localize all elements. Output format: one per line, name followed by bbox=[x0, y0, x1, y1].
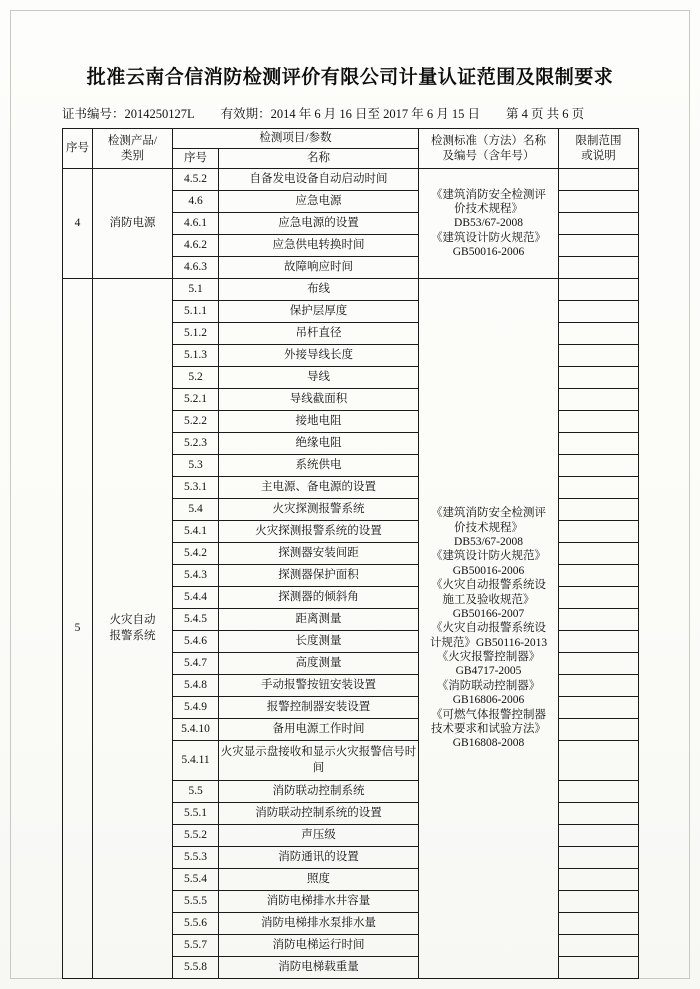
limit-cell bbox=[559, 609, 639, 631]
item-name: 距离测量 bbox=[219, 609, 419, 631]
header-limit-line2: 或说明 bbox=[581, 149, 616, 162]
item-name: 火灾探测报警系统的设置 bbox=[219, 521, 419, 543]
header-category bbox=[93, 129, 173, 169]
item-name: 消防联动控制系统 bbox=[219, 781, 419, 803]
standard-line: DB53/67-2008 bbox=[454, 536, 524, 549]
limit-cell bbox=[559, 521, 639, 543]
limit-cell bbox=[559, 257, 639, 279]
limit-cell bbox=[559, 499, 639, 521]
item-name: 火灾显示盘接收和显示火灾报警信号时间 bbox=[219, 741, 419, 781]
item-number: 5.4.11 bbox=[173, 741, 219, 781]
item-name: 备用电源工作时间 bbox=[219, 719, 419, 741]
limit-cell bbox=[559, 913, 639, 935]
item-number: 5.4.1 bbox=[173, 521, 219, 543]
item-number: 5.5.3 bbox=[173, 847, 219, 869]
item-name: 绝缘电阻 bbox=[219, 433, 419, 455]
limit-cell bbox=[559, 367, 639, 389]
standard-line: 施工及验收规范》 bbox=[442, 593, 535, 606]
item-number: 5.2.3 bbox=[173, 433, 219, 455]
header-standard-line1: 检测标准（方法）名称 bbox=[431, 135, 547, 148]
limit-cell bbox=[559, 543, 639, 565]
item-number: 5.5.4 bbox=[173, 869, 219, 891]
page-number: 第 4 页 共 6 页 bbox=[506, 107, 585, 121]
standard-line: 《可燃气体报警控制器 bbox=[431, 708, 547, 721]
standard-line: 《建筑消防安全检测评 bbox=[431, 188, 547, 201]
standard-line: GB50016-2006 bbox=[452, 564, 525, 577]
item-name: 报警控制器安装设置 bbox=[219, 697, 419, 719]
item-number: 5.2 bbox=[173, 367, 219, 389]
header-limit bbox=[559, 129, 639, 169]
item-number: 5.5.2 bbox=[173, 825, 219, 847]
item-name: 消防电梯排水井容量 bbox=[219, 891, 419, 913]
item-name: 探测器安装间距 bbox=[219, 543, 419, 565]
header-item-group: 检测项目/参数 bbox=[173, 129, 419, 149]
item-name: 探测器的倾斜角 bbox=[219, 587, 419, 609]
item-name: 声压级 bbox=[219, 825, 419, 847]
standard-line: 《消防联动控制器》 bbox=[436, 679, 541, 692]
item-number: 5.2.2 bbox=[173, 411, 219, 433]
item-number: 4.6.3 bbox=[173, 257, 219, 279]
item-number: 5.5 bbox=[173, 781, 219, 803]
item-number: 5.4.5 bbox=[173, 609, 219, 631]
item-name: 导线 bbox=[219, 367, 419, 389]
item-name: 消防联动控制系统的设置 bbox=[219, 803, 419, 825]
group-category-text: 火灾自动 报警系统 bbox=[109, 613, 156, 642]
limit-cell bbox=[559, 869, 639, 891]
limit-cell bbox=[559, 631, 639, 653]
standard-line: 技术要求和试验方法》 bbox=[431, 722, 547, 735]
item-name: 照度 bbox=[219, 869, 419, 891]
item-number: 5.4.7 bbox=[173, 653, 219, 675]
standard-line: 价技术规程》 bbox=[454, 202, 524, 215]
item-name: 手动报警按钮安装设置 bbox=[219, 675, 419, 697]
standard-line: DB53/67-2008 bbox=[454, 217, 524, 230]
item-number: 5.4.4 bbox=[173, 587, 219, 609]
standard-line: GB16808-2008 bbox=[452, 737, 525, 750]
limit-cell bbox=[559, 433, 639, 455]
limit-cell bbox=[559, 213, 639, 235]
item-name: 应急供电转换时间 bbox=[219, 235, 419, 257]
item-number: 5.5.1 bbox=[173, 803, 219, 825]
item-name: 消防电梯载重量 bbox=[219, 957, 419, 979]
item-number: 5.5.5 bbox=[173, 891, 219, 913]
table-row bbox=[63, 279, 639, 301]
header-standard bbox=[419, 129, 559, 169]
item-number: 5.1.1 bbox=[173, 301, 219, 323]
item-name: 吊杆直径 bbox=[219, 323, 419, 345]
item-number: 4.5.2 bbox=[173, 169, 219, 191]
limit-cell bbox=[559, 587, 639, 609]
limit-cell bbox=[559, 411, 639, 433]
item-name: 应急电源 bbox=[219, 191, 419, 213]
limit-cell bbox=[559, 781, 639, 803]
item-name: 主电源、备电源的设置 bbox=[219, 477, 419, 499]
item-number: 5.3.1 bbox=[173, 477, 219, 499]
limit-cell bbox=[559, 323, 639, 345]
standard-cell bbox=[419, 169, 559, 279]
limit-cell bbox=[559, 279, 639, 301]
item-name: 导线截面积 bbox=[219, 389, 419, 411]
item-name: 长度测量 bbox=[219, 631, 419, 653]
standard-line: 计规范》GB50116-2013 bbox=[429, 636, 548, 649]
limit-cell bbox=[559, 477, 639, 499]
standard-line: 《建筑设计防火规范》 bbox=[431, 231, 547, 244]
limit-cell bbox=[559, 803, 639, 825]
limit-cell bbox=[559, 675, 639, 697]
limit-cell bbox=[559, 169, 639, 191]
item-name: 布线 bbox=[219, 279, 419, 301]
limit-cell bbox=[559, 301, 639, 323]
header-seq-text: 序号 bbox=[66, 141, 89, 154]
item-name: 探测器保护面积 bbox=[219, 565, 419, 587]
document-meta bbox=[62, 104, 642, 122]
group-category bbox=[93, 169, 173, 279]
item-name: 外接导线长度 bbox=[219, 345, 419, 367]
group-seq: 4 bbox=[63, 169, 93, 279]
item-number: 5.4.2 bbox=[173, 543, 219, 565]
group-category-text: 消防电源 bbox=[109, 216, 156, 229]
item-number: 5.5.8 bbox=[173, 957, 219, 979]
limit-cell bbox=[559, 719, 639, 741]
header-item-no: 序号 bbox=[173, 149, 219, 169]
item-name: 接地电阻 bbox=[219, 411, 419, 433]
limit-cell bbox=[559, 891, 639, 913]
item-number: 5.4.8 bbox=[173, 675, 219, 697]
limit-cell bbox=[559, 847, 639, 869]
item-number: 5.1.3 bbox=[173, 345, 219, 367]
item-number: 5.5.7 bbox=[173, 935, 219, 957]
standard-line: 《火灾报警控制器》 bbox=[436, 651, 541, 664]
standard-line: GB50016-2006 bbox=[452, 246, 525, 259]
table-body bbox=[63, 169, 639, 979]
limit-cell bbox=[559, 389, 639, 411]
item-name: 自备发电设备自动启动时间 bbox=[219, 169, 419, 191]
standard-line: 价技术规程》 bbox=[454, 521, 524, 534]
header-category-line2: 类别 bbox=[121, 149, 144, 162]
standard-line: 《建筑消防安全检测评 bbox=[431, 507, 547, 520]
standard-line: GB4717-2005 bbox=[455, 665, 522, 678]
item-number: 5.1.2 bbox=[173, 323, 219, 345]
item-name: 消防电梯排水泵排水量 bbox=[219, 913, 419, 935]
item-name: 消防通讯的设置 bbox=[219, 847, 419, 869]
group-category bbox=[93, 279, 173, 979]
item-name: 应急电源的设置 bbox=[219, 213, 419, 235]
item-name: 消防电梯运行时间 bbox=[219, 935, 419, 957]
item-number: 5.5.6 bbox=[173, 913, 219, 935]
standard-cell bbox=[419, 279, 559, 979]
item-number: 5.4.6 bbox=[173, 631, 219, 653]
item-name: 系统供电 bbox=[219, 455, 419, 477]
header-seq bbox=[63, 129, 93, 169]
table-row bbox=[63, 169, 639, 191]
limit-cell bbox=[559, 191, 639, 213]
scope-table bbox=[62, 128, 639, 979]
limit-cell bbox=[559, 345, 639, 367]
header-limit-line1: 限制范围 bbox=[575, 135, 622, 148]
item-number: 4.6.1 bbox=[173, 213, 219, 235]
limit-cell bbox=[559, 653, 639, 675]
standard-line: 《建筑设计防火规范》 bbox=[431, 550, 547, 563]
limit-cell bbox=[559, 957, 639, 979]
item-number: 5.4.3 bbox=[173, 565, 219, 587]
item-name: 高度测量 bbox=[219, 653, 419, 675]
item-number: 5.2.1 bbox=[173, 389, 219, 411]
standard-line: 《火灾自动报警系统设 bbox=[431, 622, 547, 635]
header-category-line1: 检测产品/ bbox=[107, 135, 158, 148]
page-title: 批准云南合信消防检测评价有限公司计量认证范围及限制要求 bbox=[86, 67, 614, 88]
item-name: 故障响应时间 bbox=[219, 257, 419, 279]
header-standard-line2: 及编号（含年号） bbox=[442, 149, 535, 162]
item-number: 5.4.10 bbox=[173, 719, 219, 741]
standard-line: 《火灾自动报警系统设 bbox=[431, 579, 547, 592]
group-seq: 5 bbox=[63, 279, 93, 979]
item-number: 4.6 bbox=[173, 191, 219, 213]
item-number: 4.6.2 bbox=[173, 235, 219, 257]
table-header bbox=[63, 129, 639, 169]
certificate-number: 证书编号：2014250127L bbox=[62, 107, 195, 121]
limit-cell bbox=[559, 455, 639, 477]
item-number: 5.4.9 bbox=[173, 697, 219, 719]
item-number: 5.1 bbox=[173, 279, 219, 301]
limit-cell bbox=[559, 741, 639, 781]
limit-cell bbox=[559, 697, 639, 719]
limit-cell bbox=[559, 935, 639, 957]
item-name: 火灾探测报警系统 bbox=[219, 499, 419, 521]
standard-line: GB16806-2006 bbox=[452, 694, 525, 707]
item-number: 5.3 bbox=[173, 455, 219, 477]
validity-period: 有效期：2014 年 6 月 16 日至 2017 年 6 月 15 日 bbox=[220, 107, 481, 121]
item-name: 保护层厚度 bbox=[219, 301, 419, 323]
standard-line: GB50166-2007 bbox=[452, 607, 525, 620]
header-item-name: 名称 bbox=[219, 149, 419, 169]
item-number: 5.4 bbox=[173, 499, 219, 521]
limit-cell bbox=[559, 235, 639, 257]
limit-cell bbox=[559, 825, 639, 847]
limit-cell bbox=[559, 565, 639, 587]
